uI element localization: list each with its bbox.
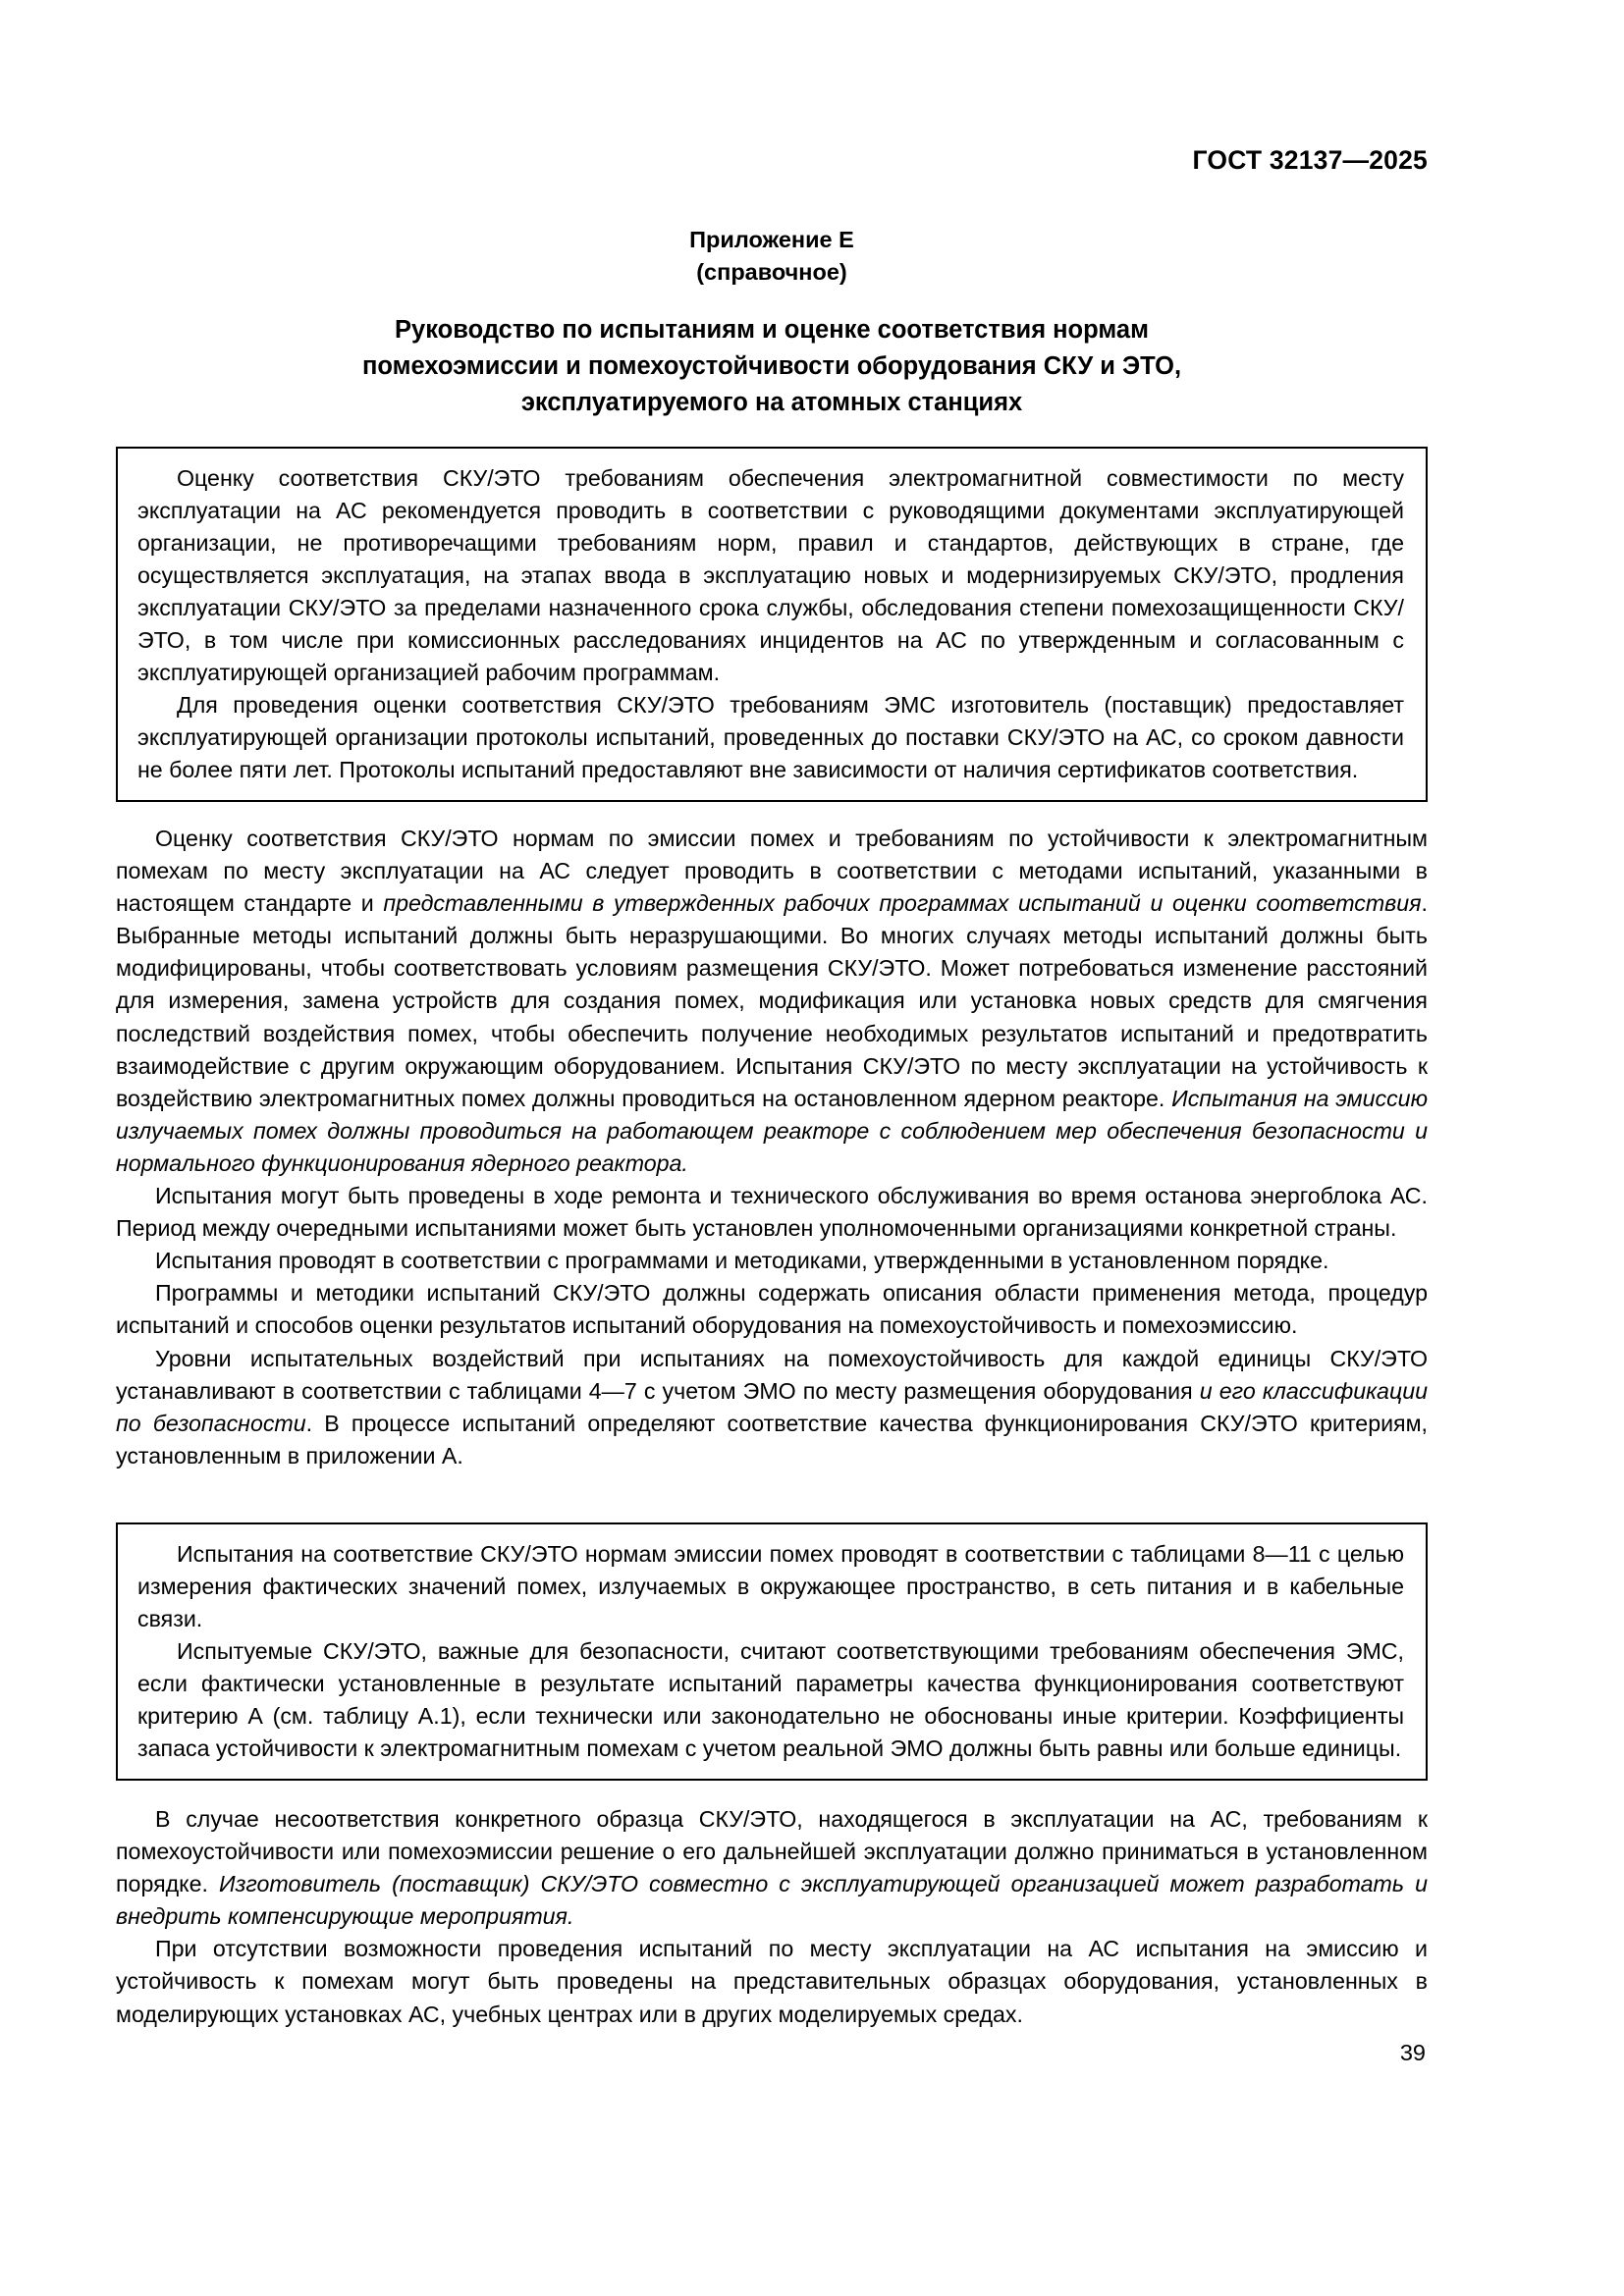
annex-title-line-1: Руководство по испытаниям и оценке соответствия нормам	[395, 316, 1149, 344]
framed-note-block-2	[116, 1522, 1428, 1781]
body-1-paragraph-4: Программы и методики испытаний СКУ/ЭТО должны содержать описания области применения метода, процедур испытаний и способов оценки результатов испытаний оборудования на помехоустойчивость и помехоэмиссию.	[116, 1280, 1428, 1339]
annex-title	[116, 312, 1428, 421]
frame-1-paragraph-2: Для проведения оценки соответствия СКУ/ЭТО требованиям ЭМС изготовитель (поставщик) предоставляет эксплуатирующей организации протоколы испытаний, проведенных до поставки СКУ/ЭТО на АС, со сроком давности не более пяти лет. Протоколы испытаний предоставляют вне зависимости от наличия сертификатов соответствия.	[137, 692, 1404, 782]
annex-kind: (справочное)	[696, 259, 847, 285]
body-1-p5-run-1: Уровни испытательных воздействий при испытаниях на помехоустойчивость для каждой единицы СКУ/ЭТО устанавливают в соответствии с таблицами 4—7 с учетом ЭМО по месту размещения оборудования	[116, 1345, 1428, 1404]
annex-heading	[116, 224, 1428, 289]
framed-note-block-1	[116, 447, 1428, 802]
body-2-paragraph-2: При отсутствии возможности проведения испытаний по месту эксплуатации на АС испытания на эмиссию и устойчивость к помехам могут быть проведены на представительных образцах оборудования, установленных в моделирующих установках АС, учебных центрах или в других моделируемых средах.	[116, 1936, 1428, 2027]
body-block-2	[116, 1803, 1428, 2031]
annex-title-line-2: помехоэмиссии и помехоустойчивости оборудования СКУ и ЭТО,	[361, 352, 1182, 380]
body-1-paragraph-1	[116, 823, 1428, 1180]
body-1-p5-italic: и его классификации по безопасности	[116, 1377, 1428, 1436]
annex-label: Приложение Е	[689, 227, 854, 252]
running-head-standard-number: ГОСТ 32137—2025	[1192, 145, 1428, 175]
annex-title-line-3: эксплуатируемого на атомных станциях	[520, 389, 1023, 416]
body-2-p1-italic: Изготовитель (поставщик) СКУ/ЭТО совместно с эксплуатирующей организацией может разработать и внедрить компенсирующие мероприятия.	[116, 1871, 1429, 1930]
body-1-p5-run-2: . В процессе испытаний определяют соответствие качества функционирования СКУ/ЭТО критериям, установленным в приложении А.	[116, 1410, 1428, 1468]
body-1-p1-italic-1: представленными в утвержденных рабочих программах испытаний и оценки соответствия	[383, 890, 1422, 917]
body-1-p1-run-1: Оценку соответствия СКУ/ЭТО нормам по эмиссии помех и требованиям по устойчивости к электромагнитным помехам по месту эксплуатации на АС следует проводить в соответствии с методами испытаний, указанными в настоящем стандарте и	[116, 826, 1428, 917]
body-block-1	[116, 823, 1428, 1472]
frame-1-paragraph-1: Оценку соответствия СКУ/ЭТО требованиям обеспечения электромагнитной совместимости по месту эксплуатации на АС рекомендуется проводить в соответствии с руководящими документами эксплуатирующей организации, не противоречащими требованиям норм, правил и стандартов, действующих в стране, где осуществляется эксплуатация, на этапах ввода в эксплуатацию новых и модернизируемых СКУ/ЭТО, продления эксплуатации СКУ/ЭТО за пределами назначенного срока службы, обследования степени помехозащищенности СКУ/ЭТО, в том числе при комиссионных расследованиях инцидентов на АС по утвержденным и согласованным с эксплуатирующей организацией рабочим программам.	[137, 465, 1404, 685]
body-2-paragraph-1	[116, 1803, 1428, 1933]
body-1-p1-italic-2: Испытания на эмиссию излучаемых помех должны проводиться на работающем реакторе с соблюдением мер обеспечения безопасности и нормального функционирования ядерного реактора.	[116, 1085, 1429, 1176]
body-1-paragraph-5	[116, 1343, 1428, 1472]
body-1-p1-run-2: . Выбранные методы испытаний должны быть неразрушающими. Во многих случаях методы испытаний должны быть модифицированы, чтобы соответствовать условиям размещения СКУ/ЭТО. Может потребоваться изменение расстояний для измерения, замена устройств для создания помех, модификация или установка новых средств для смягчения последствий воздействия помех, чтобы обеспечить получение необходимых результатов испытаний и предотвратить взаимодействие с другим окружающим оборудованием. Испытания СКУ/ЭТО по месту эксплуатации на устойчивость к воздействию электромагнитных помех должны проводиться на остановленном ядерном реакторе.	[116, 890, 1428, 1111]
body-1-paragraph-2: Испытания могут быть проведены в ходе ремонта и технического обслуживания во время останова энергоблока АС. Период между очередными испытаниями может быть установлен уполномоченными организациями конкретной страны.	[116, 1183, 1428, 1242]
frame-2-paragraph-2: Испытуемые СКУ/ЭТО, важные для безопасности, считают соответствующими требованиям обеспечения ЭМС, если фактически установленные в результате испытаний параметры качества функционирования соответствуют критерию А (см. таблицу А.1), если технически или законодательно не обоснованы иные критерии. Коэффициенты запаса устойчивости к электромагнитным помехам с учетом реальной ЭМО должны быть равны или больше единицы.	[137, 1638, 1404, 1761]
body-2-p1-run-1: В случае несоответствия конкретного образца СКУ/ЭТО, находящегося в эксплуатации на АС, требованиям к помехоустойчивости или помехоэмиссии решение о его дальнейшей эксплуатации должно приниматься в установленном порядке.	[116, 1806, 1428, 1897]
page-number: 39	[1399, 2040, 1426, 2065]
body-1-paragraph-3: Испытания проводят в соответствии с программами и методиками, утвержденными в установленном порядке.	[155, 1248, 1329, 1274]
frame-2-paragraph-1: Испытания на соответствие СКУ/ЭТО нормам эмиссии помех проводят в соответствии с таблицами 8—11 с целью измерения фактических значений помех, излучаемых в окружающее пространство, в сеть питания и в кабельные связи.	[137, 1541, 1404, 1631]
